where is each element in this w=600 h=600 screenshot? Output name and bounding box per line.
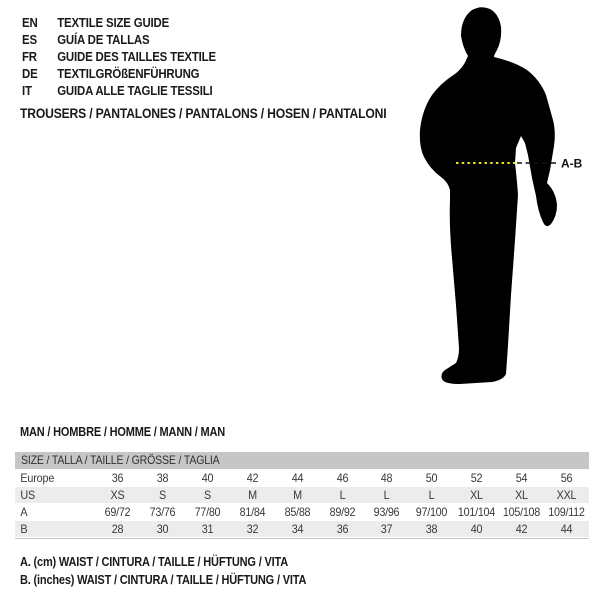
size-cell: XL: [470, 488, 484, 502]
size-cell: 109/112: [548, 505, 585, 519]
size-cell: 40: [201, 471, 214, 485]
size-cell: L: [428, 488, 435, 502]
size-cell: 77/80: [194, 505, 221, 519]
size-table: [15, 452, 589, 537]
size-cell: XS: [110, 488, 125, 502]
size-cell: 44: [560, 522, 573, 536]
size-cell: M: [247, 488, 257, 502]
language-title: TEXTILE SIZE GUIDE: [57, 15, 170, 30]
table-row: [15, 469, 589, 486]
row-label: US: [20, 488, 36, 502]
size-cell: 44: [291, 471, 303, 485]
table-row: [15, 520, 589, 537]
size-cell: 36: [336, 522, 348, 536]
size-cell: 52: [470, 471, 483, 485]
row-label: Europe: [20, 471, 55, 485]
size-cell: 38: [426, 522, 438, 536]
category-title: TROUSERS / PANTALONES / PANTALONS / HOSEN / PANTALONI: [20, 106, 387, 121]
size-cell: 38: [156, 471, 169, 485]
language-title: TEXTILGRÖßENFÜHRUNG: [57, 66, 200, 81]
size-cell: XL: [515, 488, 528, 502]
language-code: ES: [22, 32, 37, 47]
language-title: GUÍA DE TALLAS: [57, 32, 150, 47]
size-cell: 34: [291, 522, 303, 536]
size-cell: S: [203, 488, 211, 502]
size-cell: 73/76: [149, 505, 176, 519]
size-cell: 28: [111, 522, 124, 536]
measure-label: A-B: [561, 156, 583, 171]
table-header: [15, 452, 589, 469]
size-cell: 54: [515, 471, 528, 485]
language-title: GUIDE DES TAILLES TEXTILE: [57, 49, 216, 64]
size-cell: 81/84: [239, 505, 266, 519]
size-cell: 46: [336, 471, 348, 485]
size-cell: 93/96: [374, 505, 400, 519]
language-code: IT: [22, 83, 32, 98]
size-cell: 37: [381, 522, 393, 536]
size-cell: S: [158, 488, 166, 502]
size-cell: M: [292, 488, 302, 502]
measurement-notes: [20, 554, 306, 589]
size-cell: 40: [470, 522, 483, 536]
size-cell: 97/100: [416, 505, 448, 519]
measurement-note: B. (inches) WAIST / CINTURA / TAILLE / HÜFTUNG / VITA: [20, 572, 307, 587]
size-cell: L: [384, 488, 390, 502]
table-bottom-divider: [15, 538, 589, 539]
size-cell: 36: [111, 471, 124, 485]
size-cell: 101/104: [458, 505, 496, 519]
language-code: EN: [22, 15, 38, 30]
language-code: FR: [22, 49, 37, 64]
table-row: [15, 486, 589, 503]
size-cell: 50: [426, 471, 438, 485]
size-cell: 69/72: [104, 505, 131, 519]
size-cell: XXL: [556, 488, 577, 502]
size-cell: 32: [246, 522, 258, 536]
size-cell: 42: [515, 522, 528, 536]
measurement-note: A. (cm) WAIST / CINTURA / TAILLE / HÜFTUNG / VITA: [20, 555, 289, 569]
row-label: A: [20, 505, 28, 519]
size-cell: 105/108: [503, 505, 541, 519]
row-label: B: [20, 522, 28, 536]
gender-title: MAN / HOMBRE / HOMME / MANN / MAN: [20, 425, 226, 439]
table-row: [15, 503, 589, 520]
man-silhouette: [420, 7, 557, 384]
size-cell: 31: [201, 522, 214, 536]
size-cell: 48: [381, 471, 393, 485]
size-cell: L: [339, 488, 345, 502]
size-table-body: [15, 469, 589, 537]
size-cell: 85/88: [284, 505, 310, 519]
language-code: DE: [22, 66, 38, 81]
size-cell: 89/92: [329, 505, 355, 519]
language-title: GUIDA ALLE TAGLIE TESSILI: [57, 83, 213, 98]
table-header-label: SIZE / TALLA / TAILLE / GRÖSSE / TAGLIA: [21, 453, 220, 467]
size-cell: 30: [156, 522, 169, 536]
size-cell: 56: [560, 471, 573, 485]
size-cell: 42: [246, 471, 258, 485]
